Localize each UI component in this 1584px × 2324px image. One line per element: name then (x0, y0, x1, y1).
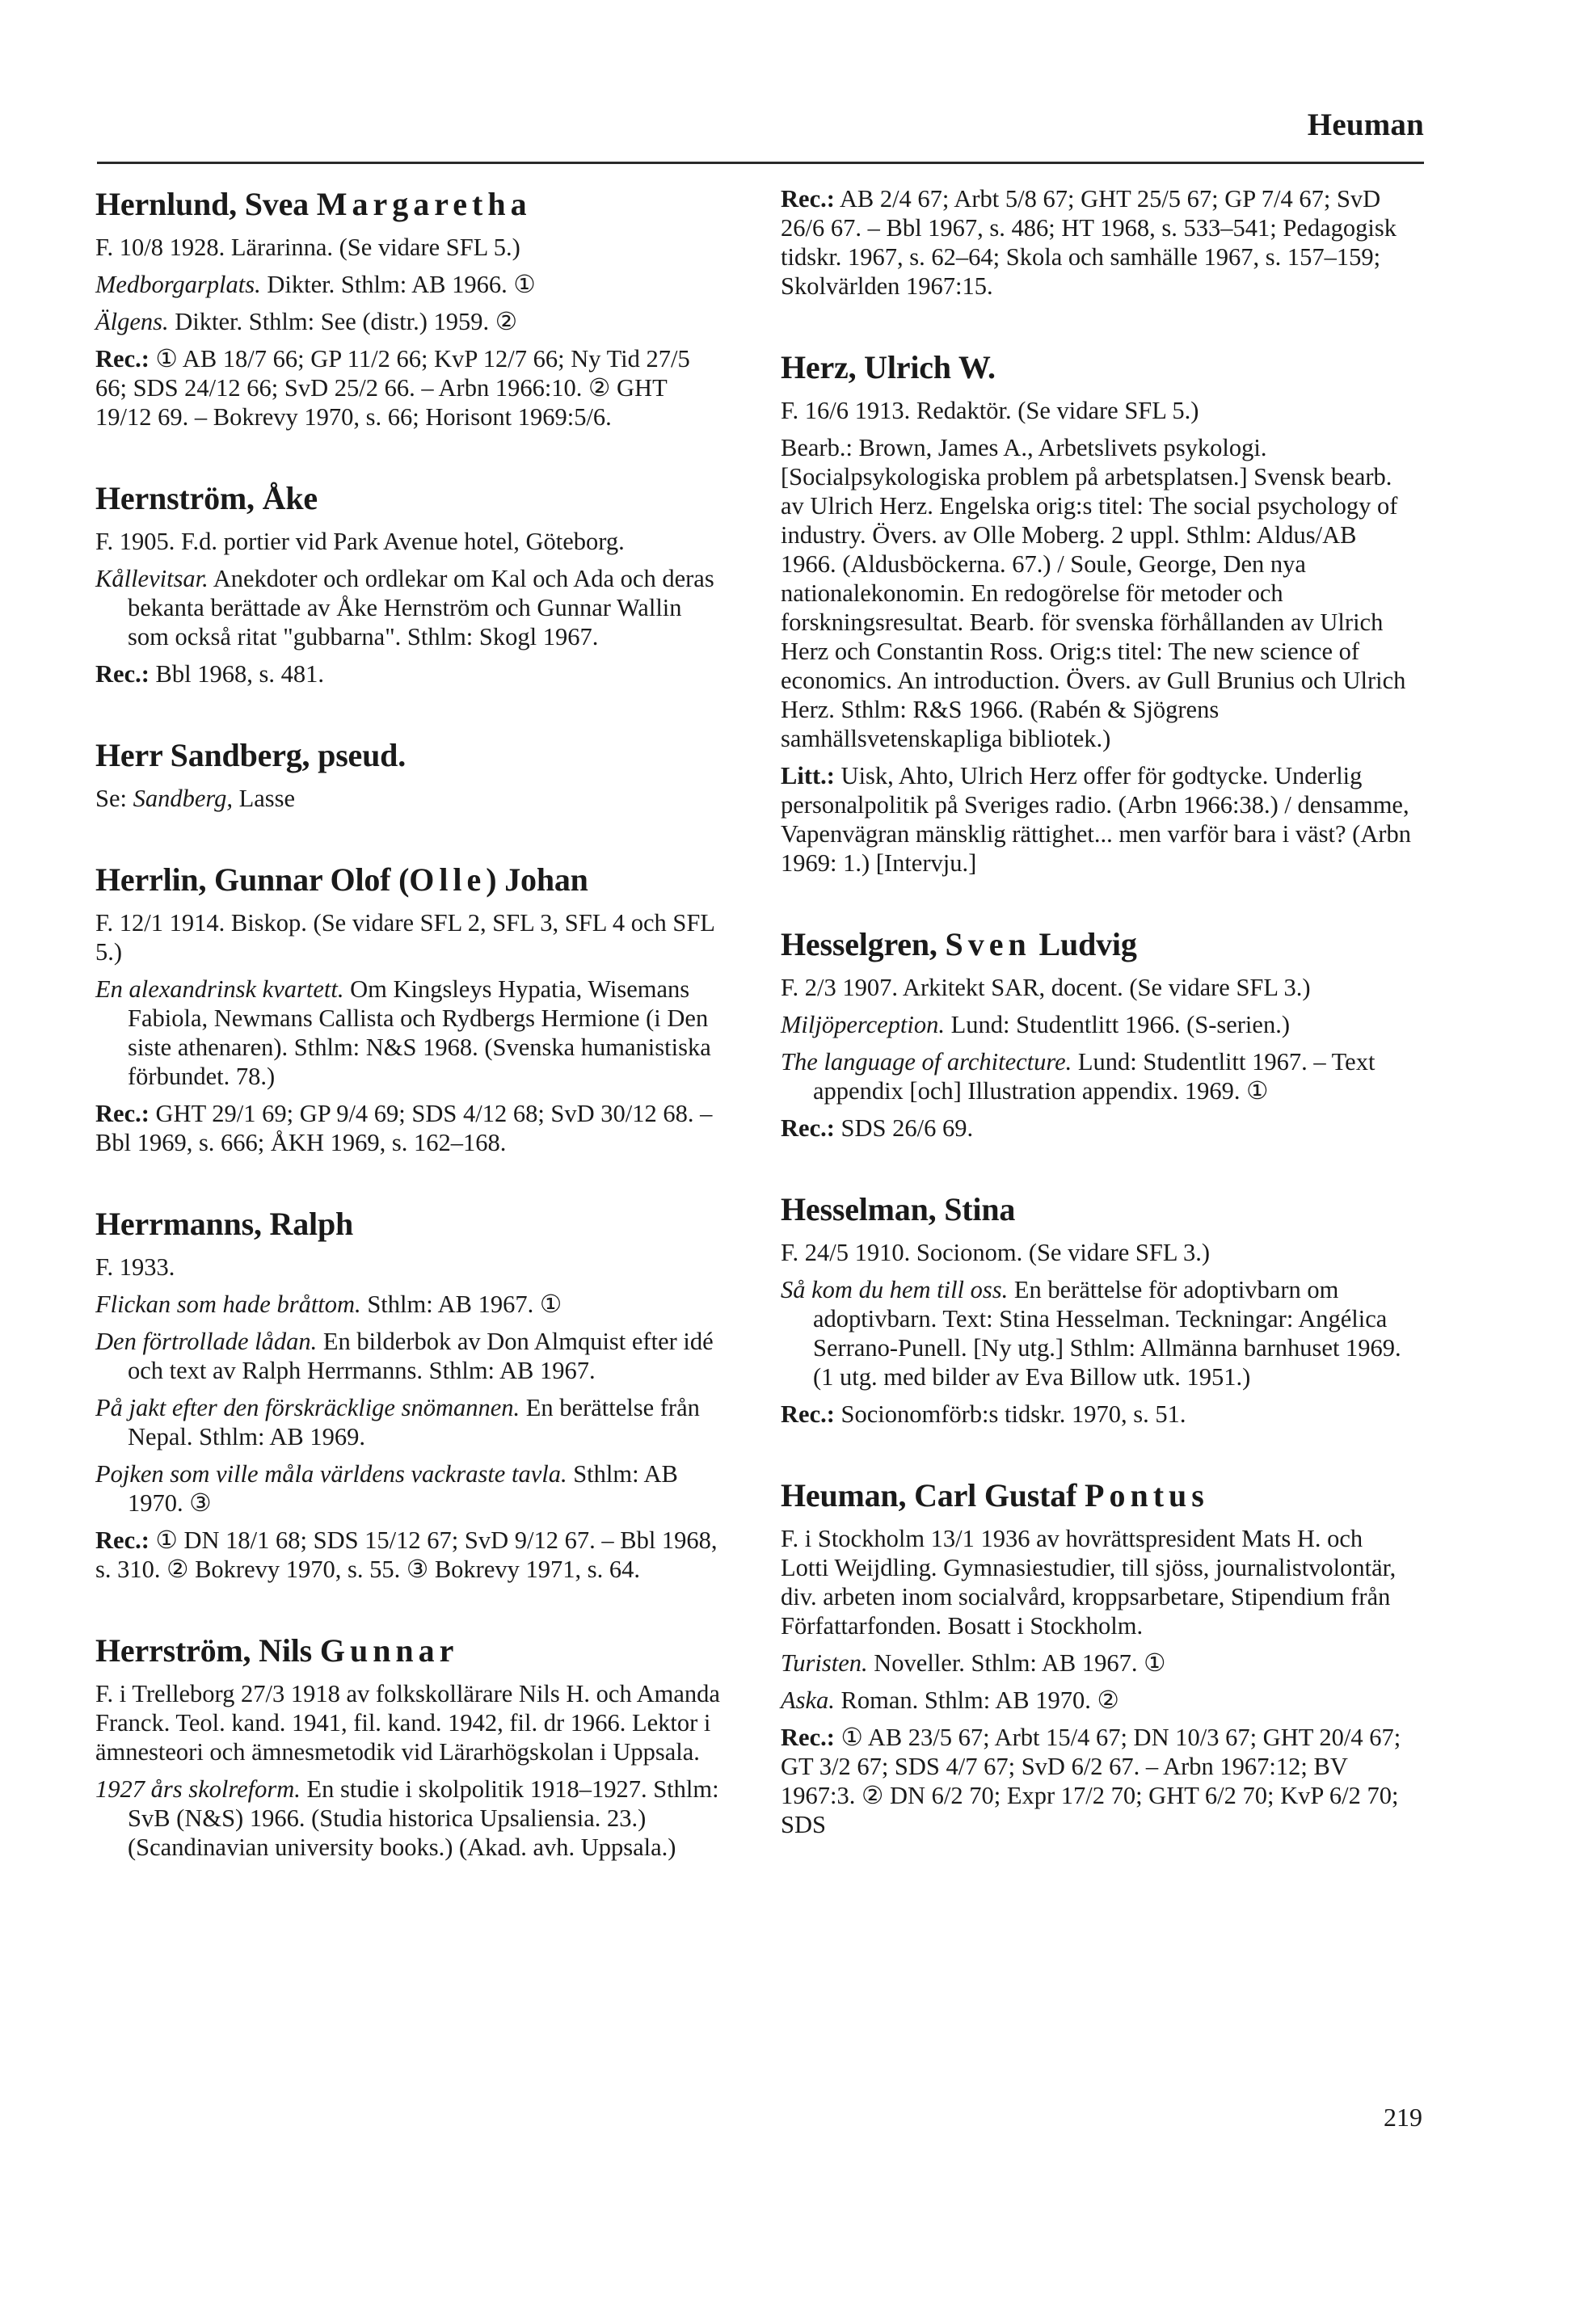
entry (95, 1631, 726, 1862)
entry-name-text: Hernlund, Svea (95, 186, 317, 222)
entry-paragraph (781, 1524, 1411, 1640)
entry-name-called: Olle (409, 861, 487, 898)
entry-name (95, 478, 726, 519)
entry (781, 1476, 1411, 1839)
section-label: Rec.: (781, 1114, 835, 1142)
paragraph-text: GHT 29/1 69; GP 9/4 69; SDS 4/12 68; SvD 30/12 68. – Bbl 1969, s. 666; ÅKH 1969, s. 162–168. (95, 1100, 713, 1156)
paragraph-text: Sthlm: AB 1970. ③ (128, 1460, 678, 1517)
entry-paragraph (781, 973, 1411, 1002)
entry-name-text: Heuman, Carl Gustaf (781, 1477, 1085, 1514)
paragraph-text: ① DN 18/1 68; SDS 15/12 67; SvD 9/12 67. – Bbl 1968, s. 310. ② Bokrevy 1970, s. 55. ③ Bokrevy 1971, s. 64. (95, 1526, 718, 1583)
entry-paragraph (95, 1459, 726, 1518)
paragraph-text: F. 24/5 1910. Socionom. (Se vidare SFL 3.) (781, 1239, 1211, 1266)
entry-name (781, 1476, 1411, 1516)
section-label: Rec.: (95, 660, 150, 688)
work-title: Pojken som ville måla världens vackraste tavla. (95, 1460, 567, 1488)
entry-paragraph (95, 1099, 726, 1157)
entry-paragraph (95, 1526, 726, 1584)
entry-paragraph (781, 1723, 1411, 1839)
section-label: Rec.: (95, 1526, 150, 1554)
entry-paragraph (95, 1327, 726, 1385)
entry-paragraph (95, 307, 726, 336)
entry-paragraph (95, 233, 726, 262)
section-label: Rec.: (781, 1400, 835, 1428)
entry-name-called: Pontus (1085, 1477, 1209, 1514)
entry-paragraph (781, 1648, 1411, 1678)
paragraph-text: Bearb.: Brown, James A., Arbetslivets psykologi. [Socialpsykologiska problem på arbetsplatsen.] Svensk bearb. av Ulrich Herz. Engelska orig:s titel: The social psychology of industry. Övers. av Olle Moberg. 2 uppl. Sthlm: Aldus/AB 1966. (Aldusböckerna. 67.) / Soule, George, Den nya nationalekonomin. En redogörelse för metoder och forskningsresultat. Bearb. för svenska förhållanden av Ulrich Herz och Constantin Ross. Orig:s titel: The new science of economics. An introduction. Övers. av Gull Brunius och Ulrich Herz. Sthlm: R&S 1966. (Rabén & Sjögrens samhällsvetenskapliga bibliotek.) (781, 434, 1406, 752)
entry-name-called: Sven (945, 926, 1031, 962)
entry-name-text: Herrmanns, Ralph (95, 1206, 354, 1242)
entry (95, 1204, 726, 1584)
entry (781, 347, 1411, 878)
reference-name: Sandberg, (133, 785, 234, 812)
section-label: Rec.: (781, 185, 835, 213)
paragraph-text: F. 1905. F.d. portier vid Park Avenue hotel, Göteborg. (95, 528, 625, 555)
entry-paragraph (95, 344, 726, 432)
paragraph-text: Bbl 1968, s. 481. (149, 660, 324, 688)
paragraph-text: En bilderbok av Don Almquist efter idé och text av Ralph Herrmanns. Sthlm: AB 1967. (128, 1328, 714, 1384)
entry-name (95, 860, 726, 900)
entry-paragraph (781, 1400, 1411, 1429)
section-label: Rec.: (95, 345, 150, 373)
section-label: Rec.: (95, 1100, 150, 1127)
paragraph-text: Anekdoter och ordlekar om Kal och Ada och deras bekanta berättade av Åke Hernström och Gunnar Wallin som också ritat "gubbarna". Sthlm: Skogl 1967. (128, 565, 714, 650)
entry-paragraph (781, 433, 1411, 753)
entry-name-text: Herz, Ulrich W. (781, 349, 996, 385)
entry-name (781, 1189, 1411, 1230)
paragraph-text: F. 1933. (95, 1253, 175, 1281)
entry-paragraph (95, 270, 726, 299)
work-title: Turisten. (781, 1649, 868, 1677)
entry-paragraph (95, 1253, 726, 1282)
entry-name-called: Margaretha (316, 186, 532, 222)
entry (95, 184, 726, 432)
right-column (781, 184, 1411, 1886)
entry-paragraph (781, 1047, 1411, 1105)
entry-name (95, 184, 726, 225)
entry-name (781, 347, 1411, 388)
work-title: Miljöperception. (781, 1011, 946, 1038)
work-title: På jakt efter den förskräcklige snömannen. (95, 1394, 520, 1421)
work-title: The language of architecture. (781, 1048, 1072, 1076)
entry-paragraph (95, 527, 726, 556)
paragraph-text: Uisk, Ahto, Ulrich Herz offer för godtycke. Underlig personalpolitik på Sveriges radio. (Arbn 1966:38.) / densamme, Vapenvägran mänsklig rättighet... men varför bara i väst? (Arbn 1969: 1.) [Intervju.] (781, 762, 1412, 877)
work-title: En alexandrinsk kvartett. (95, 975, 344, 1003)
entry (781, 184, 1411, 301)
work-title: Den förtrollade lådan. (95, 1328, 318, 1355)
work-title: Flickan som hade bråttom. (95, 1290, 361, 1318)
work-title: Älgens. (95, 308, 169, 335)
paragraph-text: Om Kingsleys Hypatia, Wisemans Fabiola, Newmans Callista och Rydbergs Hermione (i Den siste athenaren). Sthlm: N&S 1968. (Svenska humanistiska förbundet. 78.) (128, 975, 711, 1090)
entry (95, 735, 726, 813)
entry-name-text: Hernström, Åke (95, 480, 318, 516)
paragraph-text: Dikter. Sthlm: AB 1966. ① (260, 271, 536, 298)
entry-paragraph (781, 1010, 1411, 1039)
paragraph-text: ① AB 18/7 66; GP 11/2 66; KvP 12/7 66; Ny Tid 27/5 66; SDS 24/12 66; SvD 25/2 66. – Arbn 1966:10. ② GHT 19/12 69. – Bokrevy 1970, s. 66; Horisont 1969:5/6. (95, 345, 690, 431)
entry (95, 478, 726, 688)
paragraph-text: AB 2/4 67; Arbt 5/8 67; GHT 25/5 67; GP 7/4 67; SvD 26/6 67. – Bbl 1967, s. 486; HT 1968, s. 533–541; Pedagogisk tidskr. 1967, s. 62–64; Skola och samhälle 1967, s. 157–159; Skolvärlden 1967:15. (781, 185, 1397, 300)
paragraph-text: Roman. Sthlm: AB 1970. ② (834, 1686, 1119, 1714)
paragraph-text: Se: (95, 785, 133, 812)
section-label: Litt.: (781, 762, 835, 789)
paragraph-text: Sthlm: AB 1967. ① (360, 1290, 562, 1318)
entry-name (95, 1204, 726, 1244)
work-title: Medborgarplats. (95, 271, 261, 298)
entry (781, 924, 1411, 1143)
paragraph-text: F. i Trelleborg 27/3 1918 av folkskollärare Nils H. och Amanda Franck. Teol. kand. 1941, fil. kand. 1942, fil. dr 1966. Lektor i ämnesteori och ämnesmetodik vid Lärarhögskolan i Uppsala. (95, 1680, 720, 1766)
paragraph-text: En studie i skolpolitik 1918–1927. Sthlm: SvB (N&S) 1966. (Studia historica Upsaliensia. 23.) (Scandinavian university books.) (Akad. avh. Uppsala.) (128, 1775, 719, 1861)
entry-name (95, 1631, 726, 1671)
work-title: Så kom du hem till oss. (781, 1276, 1009, 1303)
paragraph-text: ① AB 23/5 67; Arbt 15/4 67; DN 10/3 67; GHT 20/4 67; GT 3/2 67; SDS 4/7 67; SvD 6/2 67. – Arbn 1967:12; BV 1967:3. ② DN 6/2 70; Expr 17/2 70; GHT 6/2 70; KvP 6/2 70; SDS (781, 1724, 1401, 1838)
entry-paragraph (95, 564, 726, 651)
entry-name-text: Herrström, Nils (95, 1632, 320, 1669)
paragraph-text: SDS 26/6 69. (834, 1114, 974, 1142)
paragraph-text: Lasse (233, 785, 296, 812)
entry-paragraph (781, 761, 1411, 878)
paragraph-text: F. i Stockholm 13/1 1936 av hovrättspresident Mats H. och Lotti Weijdling. Gymnasiestudier, till sjöss, journalistvolontär, div. arbeten inom socialvård, kroppsarbetare, Stipendium från Författarfonden. Bosatt i Stockholm. (781, 1525, 1397, 1640)
paragraph-text: F. 12/1 1914. Biskop. (Se vidare SFL 2, SFL 3, SFL 4 och SFL 5.) (95, 909, 714, 966)
entry-name-text: Herr Sandberg, pseud. (95, 737, 407, 773)
entry-paragraph (781, 1686, 1411, 1715)
paragraph-text: F. 16/6 1913. Redaktör. (Se vidare SFL 5.) (781, 397, 1199, 424)
left-column (95, 184, 726, 1909)
entry-name-text: Herrlin, Gunnar Olof ( (95, 861, 410, 898)
entry-paragraph (95, 975, 726, 1091)
running-head: Heuman (1307, 107, 1424, 142)
entry-paragraph (781, 1114, 1411, 1143)
entry-paragraph (95, 1290, 726, 1319)
work-title: 1927 års skolreform. (95, 1775, 301, 1803)
page-number: 219 (1384, 2103, 1422, 2132)
entry-name-text: Ludvig (1030, 926, 1137, 962)
entry-paragraph (95, 659, 726, 688)
entry-paragraph (781, 396, 1411, 425)
section-label: Rec.: (781, 1724, 835, 1751)
entry (95, 860, 726, 1157)
paragraph-text: Lund: Studentlitt 1966. (S-serien.) (945, 1011, 1290, 1038)
work-title: Aska. (781, 1686, 835, 1714)
entry-name (781, 924, 1411, 965)
entry-paragraph (95, 908, 726, 966)
entry-name-text: ) Johan (486, 861, 588, 898)
entry-paragraph (781, 1238, 1411, 1267)
paragraph-text: Dikter. Sthlm: See (distr.) 1959. ② (168, 308, 518, 335)
paragraph-text: Noveller. Sthlm: AB 1967. ① (867, 1649, 1166, 1677)
paragraph-text: En berättelse för adoptivbarn om adoptivbarn. Text: Stina Hesselman. Teckningar: Angélica Serrano-Punell. [Ny utg.] Sthlm: Allmänna barnhuset 1969. (1 utg. med bilder av Eva Billow utk. 1951.) (813, 1276, 1401, 1391)
entry-paragraph (95, 1393, 726, 1451)
entry-name-called: Gunnar (319, 1632, 459, 1669)
entry-paragraph (95, 1679, 726, 1766)
paragraph-text: Socionomförb:s tidskr. 1970, s. 51. (834, 1400, 1186, 1428)
header-rule (97, 162, 1424, 164)
work-title: Kållevitsar. (95, 565, 209, 592)
paragraph-text: Lund: Studentlitt 1967. – Text appendix [och] Illustration appendix. 1969. ① (813, 1048, 1375, 1105)
entry-name-text: Hesselgren, (781, 926, 946, 962)
paragraph-text: En berättelse från Nepal. Sthlm: AB 1969. (128, 1394, 700, 1450)
entry-paragraph (95, 784, 726, 813)
paragraph-text: F. 10/8 1928. Lärarinna. (Se vidare SFL 5.) (95, 234, 520, 261)
entry-name (95, 735, 726, 776)
paragraph-text: F. 2/3 1907. Arkitekt SAR, docent. (Se vidare SFL 3.) (781, 974, 1311, 1001)
entry (781, 1189, 1411, 1429)
entry-paragraph (781, 1275, 1411, 1391)
entry-paragraph (781, 184, 1411, 301)
entry-paragraph (95, 1775, 726, 1862)
entry-name-text: Hesselman, Stina (781, 1191, 1016, 1227)
